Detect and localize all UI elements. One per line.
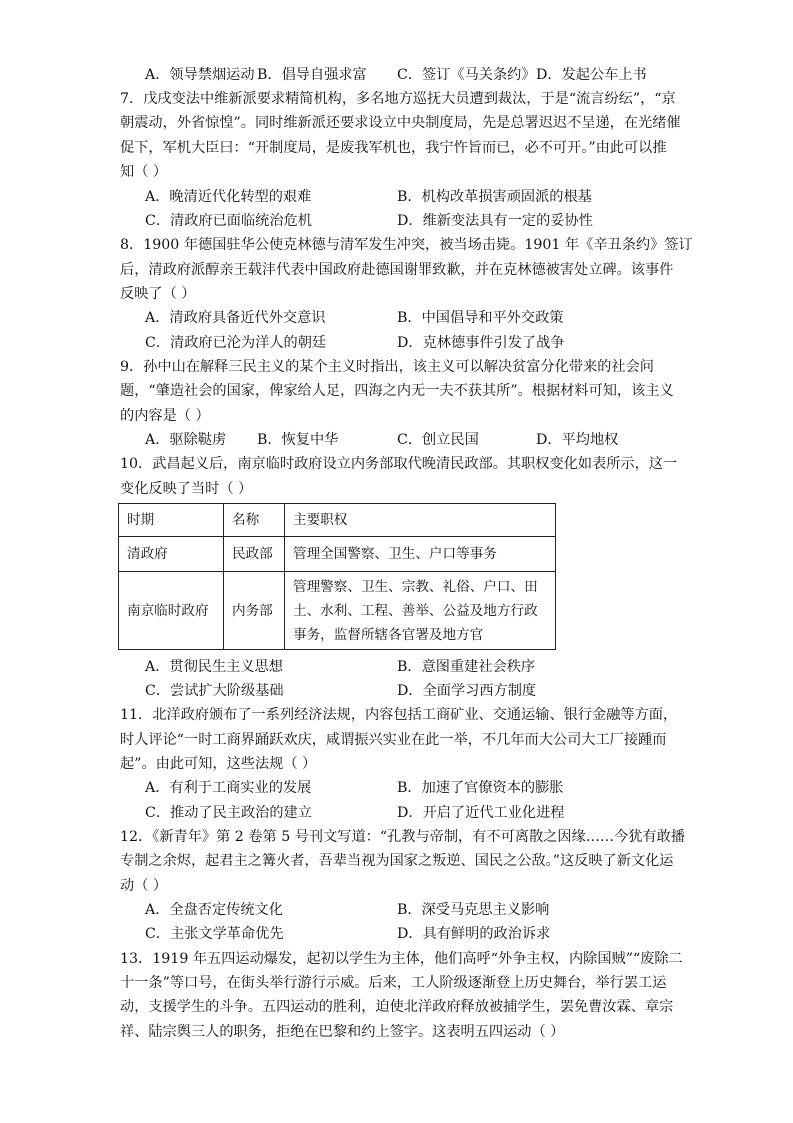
table-header-cell: 主要职权 <box>285 504 556 537</box>
q9-option-d[interactable]: D．平均地权 <box>536 432 619 448</box>
q7-stem-line: 朝震动，外省惊惶”。同时维新派还要求设立中央制度局，先是总署迟迟不呈递，在光绪催 <box>120 115 681 131</box>
q13-stem-line: 动，支援学生的斗争。五四运动的胜利，迫使北洋政府释放被捕学生，罢免曹汝霖、章宗 <box>120 999 674 1015</box>
table-cell: 内务部 <box>224 572 285 650</box>
q10-option-c[interactable]: C．尝试扩大阶级基础 <box>145 683 284 699</box>
q10-stem-line: 10．武昌起义后，南京临时政府设立内务部取代晚清民政部。其职权变化如表所示，这一 <box>120 456 678 472</box>
q12-stem-line: 12．《新青年》第 2 卷第 5 号刊文写道：“孔教与帝制，有不可离散之因缘……今犹有敢播 <box>120 829 686 845</box>
table-header-cell: 时期 <box>119 504 224 537</box>
q11-option-a[interactable]: A．有利于工商实业的发展 <box>145 780 312 796</box>
q11-stem-line: 时人评论“一时工商界踊跃欢庆，咸谓振兴实业在此一举，不几年而大公司大工厂接踵而 <box>120 732 667 748</box>
q8-option-b[interactable]: B．中国倡导和平外交政策 <box>397 310 564 326</box>
q9-option-a[interactable]: A．驱除鞑虏 <box>145 432 227 448</box>
q11-option-c[interactable]: C．推动了民主政治的建立 <box>145 805 312 821</box>
table-cell: 清政府 <box>119 537 224 572</box>
q7-stem-line: 知（ ） <box>120 164 168 180</box>
q12-stem-line: 专制之余烬，起君主之篝火者，吾辈当视为国家之叛逆、国民之公敌。”这反映了新文化运 <box>120 853 674 869</box>
q8-option-c[interactable]: C．清政府已沦为洋人的朝廷 <box>145 335 327 351</box>
q6-option-d[interactable]: D．发起公车上书 <box>536 67 647 83</box>
q13-stem-line: 祥、陆宗舆三人的职务，拒绝在巴黎和约上签字。这表明五四运动（ ） <box>120 1024 565 1040</box>
q9-stem-line: 题，“肇造社会的国家，俾家给人足，四海之内无一夫不获其所”。根据材料可知，该主义 <box>120 383 674 399</box>
q12-option-c[interactable]: C．主张文学革命优先 <box>145 926 284 942</box>
q6-option-b[interactable]: B．倡导自强求富 <box>257 67 367 83</box>
q6-option-c[interactable]: C．签订《马关条约》 <box>397 67 536 83</box>
q11-stem-line: 11．北洋政府颁布了一系列经济法规，内容包括工商矿业、交通运输、银行金融等方面， <box>120 707 678 723</box>
q10-table <box>118 503 556 650</box>
q7-stem-line: 7．戊戌变法中维新派要求精简机构，多名地方巡抚大员遭到裁汰，于是“流言纷纭”，“京 <box>120 91 676 107</box>
q10-stem-line: 变化反映了当时（ ） <box>120 481 253 497</box>
q8-option-a[interactable]: A．清政府具备近代外交意识 <box>145 310 326 326</box>
q8-stem-line: 后，清政府派醇亲王载沣代表中国政府赴德国谢罪致歉，并在克林德被害处立碑。该事件 <box>120 262 674 278</box>
q11-stem-line: 起”。由此可知，这些法规（ ） <box>120 756 317 772</box>
q6-option-a[interactable]: A．领导禁烟运动 <box>145 67 255 83</box>
q7-option-a[interactable]: A．晚清近代化转型的艰难 <box>145 189 312 205</box>
table-cell: 管理警察、卫生、宗教、礼俗、户口、田土、水利、工程、善举、公益及地方行政事务，监督所辖各官署及地方官 <box>285 572 556 650</box>
table-cell: 民政部 <box>224 537 285 572</box>
q13-stem-line: 13．1919 年五四运动爆发，起初以学生为主体，他们高呼“外争主权，内除国贼”“废除二 <box>120 951 683 967</box>
table-row <box>119 572 556 650</box>
q11-option-b[interactable]: B．加速了官僚资本的膨胀 <box>397 780 564 796</box>
q11-option-d[interactable]: D．开启了近代工业化进程 <box>397 805 565 821</box>
q7-option-b[interactable]: B．机构改革损害顽固派的根基 <box>397 189 592 205</box>
q8-stem-line: 8．1900 年德国驻华公使克林德与清军发生冲突，被当场击毙。1901 年《辛丑条约》签订 <box>120 237 693 253</box>
q10-option-d[interactable]: D．全面学习西方制度 <box>397 683 537 699</box>
q7-stem-line: 促下，军机大臣曰：“开制度局，是废我军机也，我宁忤旨而已，必不可开。”由此可以推 <box>120 140 667 156</box>
table-header-cell: 名称 <box>224 504 285 537</box>
q12-stem-line: 动（ ） <box>120 878 168 894</box>
q13-stem-line: 十一条”等口号，在街头举行游行示威。后来，工人阶级逐渐登上历史舞台，举行罢工运 <box>120 975 667 991</box>
q7-option-c[interactable]: C．清政府已面临统治危机 <box>145 213 312 229</box>
q10-option-b[interactable]: B．意图重建社会秩序 <box>397 659 536 675</box>
table-cell: 管理全国警察、卫生、户口等事务 <box>285 537 556 572</box>
q9-option-c[interactable]: C．创立民国 <box>397 432 479 448</box>
q12-option-a[interactable]: A．全盘否定传统文化 <box>145 902 283 918</box>
table-cell: 南京临时政府 <box>119 572 224 650</box>
table-header-row <box>119 504 556 537</box>
table-row <box>119 537 556 572</box>
q12-option-d[interactable]: D．具有鲜明的政治诉求 <box>397 926 551 942</box>
q9-stem-line: 9．孙中山在解释三民主义的某个主义时指出，该主义可以解决贫富分化带来的社会问 <box>120 359 654 375</box>
q8-option-d[interactable]: D．克林德事件引发了战争 <box>397 335 565 351</box>
q10-option-a[interactable]: A．贯彻民生主义思想 <box>145 659 283 675</box>
q9-stem-line: 的内容是（ ） <box>120 408 210 424</box>
q7-option-d[interactable]: D．维新变法具有一定的妥协性 <box>397 213 593 229</box>
q8-stem-line: 反映了（ ） <box>120 286 196 302</box>
q9-option-b[interactable]: B．恢复中华 <box>257 432 339 448</box>
q12-option-b[interactable]: B．深受马克思主义影响 <box>397 902 550 918</box>
